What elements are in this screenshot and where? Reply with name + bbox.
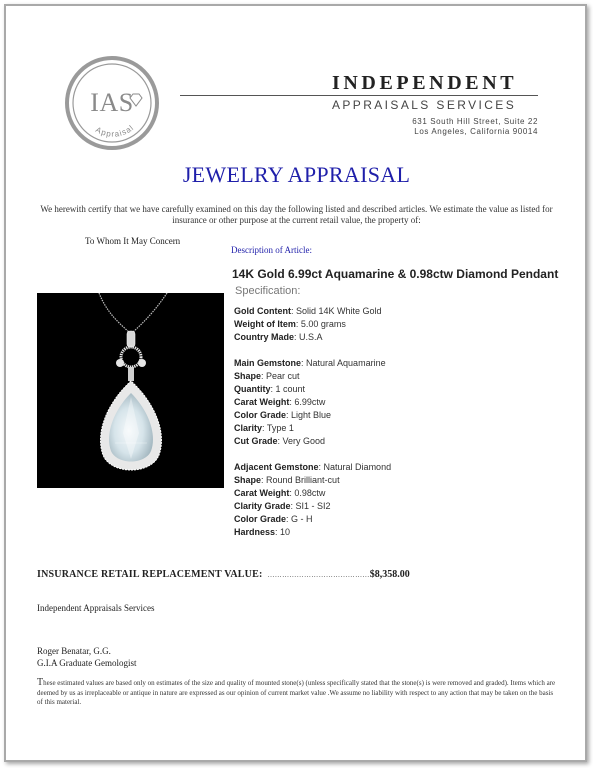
specification-list bbox=[234, 305, 554, 539]
logo-initials: IAS bbox=[90, 88, 134, 117]
spec-row-clarity: Clarity: Type 1 bbox=[234, 423, 294, 433]
intro-line-1: We herewith certify that we have carefully examined on this day the following listed and described articles. We estimate the value as listed for bbox=[40, 204, 553, 214]
recipient: To Whom It May Concern bbox=[85, 236, 181, 246]
spec-row-country: Country Made: U.S.A bbox=[234, 332, 323, 342]
spec-row-weight: Weight of Item: 5.00 grams bbox=[234, 319, 346, 329]
spec-row-shape: Shape: Pear cut bbox=[234, 371, 300, 381]
insurance-value-amount: $8,358.00 bbox=[369, 569, 410, 580]
certification-intro bbox=[40, 204, 553, 226]
signatory-name: Roger Benatar, G.G. bbox=[37, 646, 111, 656]
spec-row-hardness: Hardness: 10 bbox=[234, 527, 291, 537]
spec-row-adjacent-gemstone: Adjacent Gemstone: Natural Diamond bbox=[234, 462, 392, 472]
document-title: JEWELRY APPRAISAL bbox=[182, 162, 411, 187]
header-rule bbox=[180, 95, 538, 96]
disclaimer-text: hese estimated values are based only on estimates of the size and quality of mounted stone(s) (unless specifically stated that the stone(s) is were removed and graded). Items which are deemed by us as irreplaceable or antique in nature are expressed as our opinion of current market value .We assume no liability with respect to any action that may be taken on the basis of this material. bbox=[37, 679, 556, 706]
disclaimer-initial: T bbox=[37, 677, 44, 688]
intro-line-2: insurance or other purpose at the current retail value, the property of: bbox=[172, 215, 421, 225]
spec-row-adjacent-color: Color Grade: G - H bbox=[234, 514, 313, 524]
insurance-value-leader: …………………………………… bbox=[267, 571, 370, 579]
svg-text:Appraisal bbox=[94, 123, 136, 139]
spec-row-adjacent-shape: Shape: Round Brilliant-cut bbox=[234, 475, 340, 485]
logo-ring-text: Appraisal bbox=[94, 123, 136, 139]
item-title: 14K Gold 6.99ct Aquamarine & 0.98ctw Diamond Pendant bbox=[232, 267, 559, 281]
description-label: Description of Article: bbox=[231, 245, 312, 255]
ias-logo-seal bbox=[63, 54, 161, 152]
address-line-1: 631 South Hill Street, Suite 22 bbox=[412, 117, 538, 126]
company-subtitle: APPRAISALS SERVICES bbox=[332, 98, 517, 112]
insurance-value-label: INSURANCE RETAIL REPLACEMENT VALUE: bbox=[37, 569, 263, 580]
spec-row-clarity-grade: Clarity Grade: SI1 - SI2 bbox=[234, 501, 331, 511]
spec-row-carat-weight: Carat Weight: 6.99ctw bbox=[234, 397, 326, 407]
disclaimer bbox=[37, 678, 557, 708]
company-name: INDEPENDENT bbox=[332, 72, 518, 94]
specification-label: Specification: bbox=[235, 285, 301, 297]
spec-row-gold-content: Gold Content: Solid 14K White Gold bbox=[234, 306, 382, 316]
spec-row-adjacent-carat: Carat Weight: 0.98ctw bbox=[234, 488, 326, 498]
insurance-value-row bbox=[37, 569, 557, 580]
spec-row-quantity: Quantity: 1 count bbox=[234, 384, 306, 394]
address-line-2: Los Angeles, California 90014 bbox=[414, 127, 538, 136]
spec-row-main-gemstone: Main Gemstone: Natural Aquamarine bbox=[234, 358, 386, 368]
spec-row-cut-grade: Cut Grade: Very Good bbox=[234, 436, 326, 446]
signatory-title: G.I.A Graduate Gemologist bbox=[37, 658, 137, 668]
spec-row-color-grade: Color Grade: Light Blue bbox=[234, 410, 332, 420]
pendant-photo bbox=[37, 293, 224, 488]
footer-company: Independent Appraisals Services bbox=[37, 603, 155, 613]
